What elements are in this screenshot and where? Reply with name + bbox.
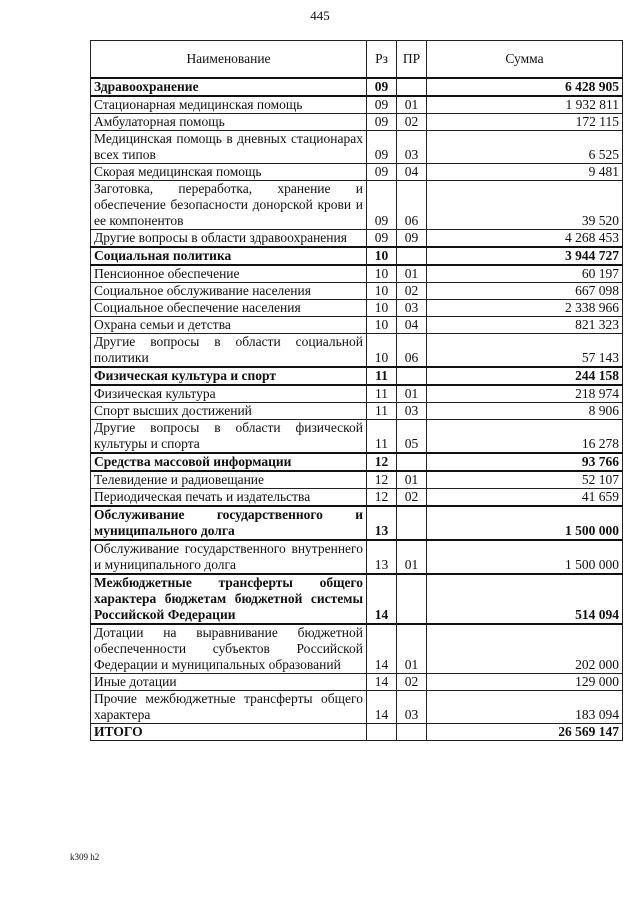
row-name: Скорая медицинская помощь	[91, 164, 367, 181]
row-sum: 1 932 811	[427, 96, 623, 114]
row-name: Иные дотации	[91, 674, 367, 691]
table-row	[91, 114, 623, 131]
row-name: Прочие межбюджетные трансферты общего характера	[91, 691, 367, 724]
row-pr: 01	[397, 624, 427, 674]
row-rz: 14	[367, 624, 397, 674]
row-rz: 09	[367, 164, 397, 181]
total-pr	[397, 724, 427, 741]
row-rz: 13	[367, 506, 397, 540]
row-rz: 13	[367, 540, 397, 574]
row-rz: 14	[367, 574, 397, 624]
row-pr: 01	[397, 96, 427, 114]
table-header-row	[91, 41, 623, 79]
header-sum: Сумма	[427, 41, 623, 79]
section-row	[91, 247, 623, 265]
page-number: 445	[310, 8, 330, 23]
table-row	[91, 164, 623, 181]
section-row	[91, 453, 623, 471]
row-name: Социальное обеспечение населения	[91, 300, 367, 317]
row-name: Межбюджетные трансферты общего характера бюджетам бюджетной системы Российской Федерации	[91, 574, 367, 624]
row-sum: 52 107	[427, 471, 623, 489]
row-rz: 14	[367, 691, 397, 724]
total-label: ИТОГО	[91, 724, 367, 741]
row-name: Средства массовой информации	[91, 453, 367, 471]
row-rz: 09	[367, 96, 397, 114]
row-pr: 02	[397, 489, 427, 507]
row-pr	[397, 574, 427, 624]
table-row	[91, 691, 623, 724]
row-rz: 09	[367, 114, 397, 131]
row-name: Социальное обслуживание населения	[91, 283, 367, 300]
row-sum: 1 500 000	[427, 506, 623, 540]
table-row	[91, 300, 623, 317]
row-pr: 01	[397, 265, 427, 283]
table-row	[91, 420, 623, 454]
row-name: Медицинская помощь в дневных стационарах всех типов	[91, 131, 367, 164]
row-name: Физическая культура и спорт	[91, 367, 367, 385]
row-sum: 8 906	[427, 403, 623, 420]
row-sum: 821 323	[427, 317, 623, 334]
row-pr: 06	[397, 334, 427, 368]
row-name: Здравоохранение	[91, 78, 367, 96]
row-name: Другие вопросы в области физической культуры и спорта	[91, 420, 367, 454]
row-pr: 02	[397, 114, 427, 131]
row-sum: 218 974	[427, 385, 623, 403]
row-sum: 667 098	[427, 283, 623, 300]
row-pr	[397, 453, 427, 471]
row-name: Другие вопросы в области здравоохранения	[91, 230, 367, 248]
row-pr: 02	[397, 674, 427, 691]
row-rz: 09	[367, 230, 397, 248]
row-rz: 09	[367, 78, 397, 96]
row-name: Амбулаторная помощь	[91, 114, 367, 131]
row-sum: 57 143	[427, 334, 623, 368]
row-pr: 03	[397, 691, 427, 724]
row-name: Пенсионное обеспечение	[91, 265, 367, 283]
table-row	[91, 540, 623, 574]
row-pr: 03	[397, 300, 427, 317]
row-sum: 202 000	[427, 624, 623, 674]
table-row	[91, 317, 623, 334]
row-rz: 11	[367, 385, 397, 403]
row-sum: 39 520	[427, 181, 623, 230]
row-rz: 11	[367, 403, 397, 420]
table-row	[91, 489, 623, 507]
row-sum: 2 338 966	[427, 300, 623, 317]
row-sum: 6 428 905	[427, 78, 623, 96]
header-pr: ПР	[397, 41, 427, 79]
total-rz	[367, 724, 397, 741]
row-rz: 10	[367, 300, 397, 317]
table-row	[91, 96, 623, 114]
table-row	[91, 334, 623, 368]
row-sum: 93 766	[427, 453, 623, 471]
row-pr: 04	[397, 317, 427, 334]
table-row	[91, 624, 623, 674]
table-row	[91, 230, 623, 248]
row-rz: 09	[367, 131, 397, 164]
row-sum: 244 158	[427, 367, 623, 385]
row-rz: 11	[367, 367, 397, 385]
total-row	[91, 724, 623, 741]
table-row	[91, 131, 623, 164]
row-rz: 11	[367, 420, 397, 454]
row-name: Стационарная медицинская помощь	[91, 96, 367, 114]
row-pr	[397, 506, 427, 540]
row-rz: 12	[367, 471, 397, 489]
row-pr: 03	[397, 131, 427, 164]
row-pr: 09	[397, 230, 427, 248]
row-sum: 41 659	[427, 489, 623, 507]
row-rz: 12	[367, 453, 397, 471]
row-sum: 3 944 727	[427, 247, 623, 265]
row-name: Обслуживание государственного и муниципального долга	[91, 506, 367, 540]
row-pr	[397, 78, 427, 96]
row-rz: 10	[367, 317, 397, 334]
row-name: Охрана семьи и детства	[91, 317, 367, 334]
row-name: Обслуживание государственного внутреннего и муниципального долга	[91, 540, 367, 574]
row-name: Заготовка, переработка, хранение и обеспечение безопасности донорской крови и ее компонентов	[91, 181, 367, 230]
row-rz: 12	[367, 489, 397, 507]
table-row	[91, 403, 623, 420]
row-name: Телевидение и радиовещание	[91, 471, 367, 489]
row-pr: 04	[397, 164, 427, 181]
budget-table	[90, 40, 623, 741]
row-pr: 05	[397, 420, 427, 454]
header-rz: Рз	[367, 41, 397, 79]
section-row	[91, 367, 623, 385]
row-sum: 514 094	[427, 574, 623, 624]
row-name: Физическая культура	[91, 385, 367, 403]
row-name: Другие вопросы в области социальной политики	[91, 334, 367, 368]
row-pr: 01	[397, 385, 427, 403]
row-name: Спорт высших достижений	[91, 403, 367, 420]
row-pr: 03	[397, 403, 427, 420]
table-row	[91, 181, 623, 230]
row-sum: 129 000	[427, 674, 623, 691]
row-rz: 10	[367, 247, 397, 265]
row-sum: 4 268 453	[427, 230, 623, 248]
section-row	[91, 78, 623, 96]
table-body	[91, 78, 623, 724]
table-row	[91, 265, 623, 283]
row-sum: 6 525	[427, 131, 623, 164]
row-rz: 09	[367, 181, 397, 230]
footer-code: k309 h2	[70, 852, 100, 862]
row-name: Периодическая печать и издательства	[91, 489, 367, 507]
row-pr: 02	[397, 283, 427, 300]
header-name: Наименование	[91, 41, 367, 79]
row-pr	[397, 247, 427, 265]
row-sum: 16 278	[427, 420, 623, 454]
row-sum: 1 500 000	[427, 540, 623, 574]
row-name: Социальная политика	[91, 247, 367, 265]
section-row	[91, 506, 623, 540]
row-rz: 10	[367, 334, 397, 368]
row-pr: 01	[397, 540, 427, 574]
row-name: Дотации на выравнивание бюджетной обеспеченности субъектов Российской Федерации и муниципальных образований	[91, 624, 367, 674]
row-pr	[397, 367, 427, 385]
table-row	[91, 385, 623, 403]
row-sum: 60 197	[427, 265, 623, 283]
row-sum: 183 094	[427, 691, 623, 724]
section-row	[91, 574, 623, 624]
table-row	[91, 471, 623, 489]
total-sum: 26 569 147	[427, 724, 623, 741]
table-row	[91, 674, 623, 691]
table-row	[91, 283, 623, 300]
row-pr: 01	[397, 471, 427, 489]
row-rz: 10	[367, 283, 397, 300]
row-rz: 14	[367, 674, 397, 691]
row-pr: 06	[397, 181, 427, 230]
row-rz: 10	[367, 265, 397, 283]
row-sum: 9 481	[427, 164, 623, 181]
row-sum: 172 115	[427, 114, 623, 131]
